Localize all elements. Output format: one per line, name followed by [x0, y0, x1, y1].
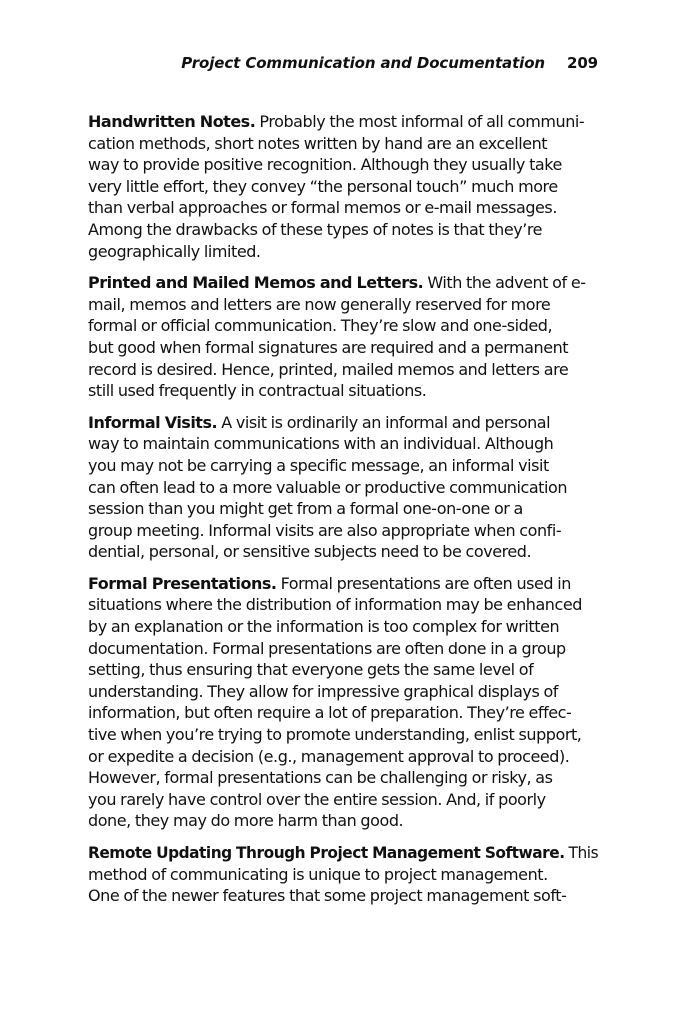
paragraph-printed-mailed-memos [88, 272, 598, 402]
text-line: done, they may do more harm than good. [88, 811, 404, 831]
run-in-heading: Informal Visits. [88, 412, 218, 432]
text-line: session than you might get from a formal one-on-one or a [88, 499, 523, 519]
running-head [88, 54, 598, 72]
text-line: Remote Updating Through Project Management Software. This [88, 843, 599, 862]
text-line: very little effort, they convey “the personal touch” much more [88, 176, 558, 196]
chapter-title: Project Communication and Documentation [181, 54, 545, 72]
text-line: or expedite a decision (e.g., management approval to proceed). [88, 746, 570, 766]
text-line: One of the newer features that some project management soft- [88, 886, 567, 906]
text-line: geographically limited. [88, 241, 261, 261]
text-line: but good when formal signatures are required and a permanent [88, 337, 569, 357]
text-line: way to provide positive recognition. Although they usually take [88, 155, 562, 175]
text-line: by an explanation or the information is too complex for written [88, 617, 560, 637]
text-line: Handwritten Notes. Probably the most informal of all communi- [88, 112, 585, 131]
run-in-heading: Printed and Mailed Memos and Letters. [88, 273, 424, 293]
paragraph-remote-updating [88, 842, 598, 907]
text-line: Among the drawbacks of these types of notes is that they’re [88, 219, 543, 239]
text-line: formal or official communication. They’re slow and one-sided, [88, 316, 553, 336]
text-line: However, formal presentations can be challenging or risky, as [88, 768, 553, 788]
text-line: you may not be carrying a specific message, an informal visit [88, 455, 549, 475]
text-line: Formal Presentations. Formal presentations are often used in [88, 573, 571, 593]
text-line: method of communicating is unique to project management. [88, 864, 548, 884]
text-line: information, but often require a lot of preparation. They’re effec- [88, 703, 572, 723]
text-line: record is desired. Hence, printed, mailed memos and letters are [88, 359, 569, 379]
text-line: documentation. Formal presentations are often done in a group [88, 638, 566, 658]
run-in-heading: Remote Updating Through Project Management Software. [88, 843, 565, 862]
text-line: mail, memos and letters are now generally reserved for more [88, 294, 551, 314]
run-in-heading: Formal Presentations. [88, 573, 277, 593]
text-line: situations where the distribution of information may be enhanced [88, 595, 582, 615]
paragraph-formal-presentations [88, 573, 598, 832]
text-line: Informal Visits. A visit is ordinarily an informal and personal [88, 412, 551, 432]
text-line: still used frequently in contractual situations. [88, 381, 427, 401]
paragraph-informal-visits [88, 412, 598, 563]
body-text [88, 111, 598, 917]
run-in-heading: Handwritten Notes. [88, 112, 256, 131]
text-line: group meeting. Informal visits are also appropriate when confi- [88, 520, 562, 540]
page-number: 209 [566, 54, 598, 72]
text-line: than verbal approaches or formal memos or e-mail messages. [88, 198, 557, 218]
text-line: you rarely have control over the entire session. And, if poorly [88, 789, 546, 809]
text-line: way to maintain communications with an individual. Although [88, 434, 554, 454]
text-line: can often lead to a more valuable or productive communication [88, 477, 568, 497]
paragraph-handwritten-notes [88, 111, 598, 262]
text-line: setting, thus ensuring that everyone gets the same level of [88, 660, 534, 680]
text-line: cation methods, short notes written by hand are an excellent [88, 133, 548, 153]
text-line: tive when you’re trying to promote understanding, enlist support, [88, 725, 582, 745]
text-line: Printed and Mailed Memos and Letters. With the advent of e- [88, 273, 586, 293]
text-line: dential, personal, or sensitive subjects need to be covered. [88, 542, 532, 562]
text-line: understanding. They allow for impressive graphical displays of [88, 681, 558, 701]
